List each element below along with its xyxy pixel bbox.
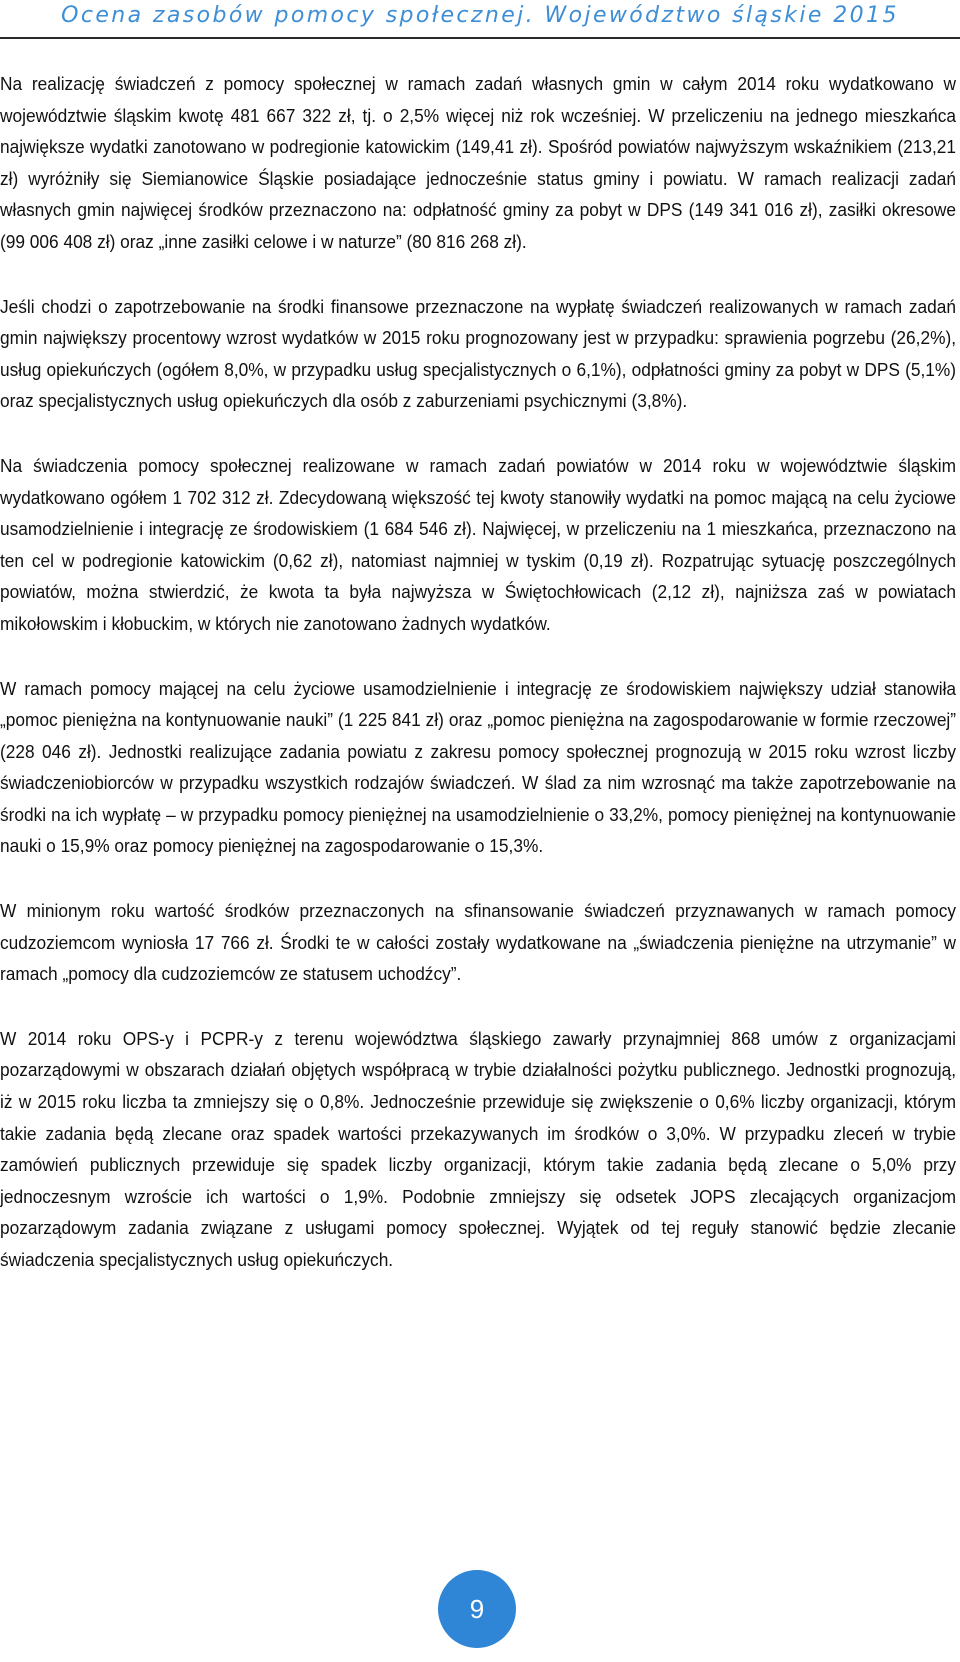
page-number-badge bbox=[438, 1570, 516, 1648]
page-number: 9 bbox=[469, 1593, 485, 1624]
page-header bbox=[0, 0, 960, 44]
header-divider bbox=[0, 37, 960, 39]
paragraph-ngo-cooperation: W 2014 roku OPS-y i PCPR-y z terenu województwa śląskiego zawarły przynajmniej 868 umów z organizacjami pozarządowymi w obszarach działań objętych współpracą w trybie działalności pożytku publicznego. Jednostki prognozują, iż w 2015 roku liczba ta zmniejszy się o 0,8%. Jednocześnie przewiduje się zwiększenie o 0,6% liczby organizacji, którym takie zadania będą zlecane oraz spadek wartości przekazywanych im środków o 3,0%. W przypadku zleceń w trybie zamówień publicznych przewiduje się spadek liczby organizacji, którym takie zadania będą zlecane o 5,0% przy jednoczesnym wzroście ich wartości o 1,9%. Podobnie zmniejszy się odsetek JOPS zlecających organizacjom pozarządowym zadania związane z usługami pomocy społecznej. Wyjątek od tej reguły stanowić będzie zlecanie świadczenia specjalistycznych usług opiekuńczych. bbox=[0, 1027, 957, 1270]
header-title: Ocena zasobów pomocy społecznej. Województwo śląskie 2015 bbox=[61, 3, 899, 28]
paragraph-gmin-forecast: Jeśli chodzi o zapotrzebowanie na środki finansowe przeznaczone na wypłatę świadczeń realizowanych w ramach zadań gmin największy procentowy wzrost wydatków w 2015 roku prognozowany jest w przypadku: sprawienia pogrzebu (26,2%), usług opiekuńczych (ogółem 8,0%, w przypadku usług specjalistycznych o 6,1%), odpłatności gminy za pobyt w DPS (5,1%) oraz specjalistycznych usług opiekuńczych dla osób z zaburzeniami psychicznymi (3,8%). bbox=[0, 295, 957, 412]
paragraph-foreigners-aid: W minionym roku wartość środków przeznaczonych na sfinansowanie świadczeń przyznawanych w ramach pomocy cudzoziemcom wyniosła 17 766 zł. Środki te w całości zostały wydatkowane na „świadczenia pieniężne na utrzymanie” w ramach „pomocy dla cudzoziemców ze statusem uchodźcy”. bbox=[0, 900, 957, 985]
paragraph-independence-support: W ramach pomocy mającej na celu życiowe usamodzielnienie i integrację ze środowiskiem największy udział stanowiła „pomoc pieniężna na kontynuowanie nauki” (1 225 841 zł) oraz „pomoc pieniężna na zagospodarowanie w formie rzeczowej” (228 046 zł). Jednostki realizujące zadania powiatu z zakresu pomocy społecznej prognozują w 2015 roku wzrost liczby świadczeniobiorców w przypadku wszystkich rodzajów świadczeń. W ślad za nim wzrosnąć ma także zapotrzebowanie na środki na ich wypłatę – w przypadku pomocy pieniężnej na usamodzielnienie o 33,2%, pomocy pieniężnej na kontynuowanie nauki o 15,9% oraz pomocy pieniężnej na zagospodarowanie o 15,3%. bbox=[0, 677, 957, 857]
document-body bbox=[0, 68, 956, 1309]
paragraph-gmin-expenditures: Na realizację świadczeń z pomocy społecznej w ramach zadań własnych gmin w całym 2014 roku wydatkowano w województwie śląskim kwotę 481 667 322 zł, tj. o 2,5% więcej niż rok wcześniej. W przeliczeniu na jednego mieszkańca największe wydatki zanotowano w podregionie katowickim (149,41 zł). Spośród powiatów najwyższym wskaźnikiem (213,21 zł) wyróżniły się Siemianowice Śląskie posiadające jednocześnie status gminy i powiatu. W ramach realizacji zadań własnych gmin najwięcej środków przeznaczono na: odpłatność gminy za pobyt w DPS (149 341 016 zł), zasiłki okresowe (99 006 408 zł) oraz „inne zasiłki celowe i w naturze” (80 816 268 zł). bbox=[0, 73, 957, 252]
paragraph-powiat-expenditures: Na świadczenia pomocy społecznej realizowane w ramach zadań powiatów w 2014 roku w województwie śląskim wydatkowano ogółem 1 702 312 zł. Zdecydowaną większość tej kwoty stanowiły wydatki na pomoc mającą na celu życiowe usamodzielnienie i integrację ze środowiskiem (1 684 546 zł). Najwięcej, w przeliczeniu na 1 mieszkańca, przeznaczono na ten cel w podregionie katowickim (0,62 zł), natomiast najmniej w tyskim (0,19 zł). Rozpatrując sytuację poszczególnych powiatów, można stwierdzić, że kwota ta była najwyższa w Świętochłowicach (2,12 zł), najniższa zaś w powiatach mikołowskim i kłobuckim, w których nie zanotowano żadnych wydatków. bbox=[0, 454, 957, 634]
